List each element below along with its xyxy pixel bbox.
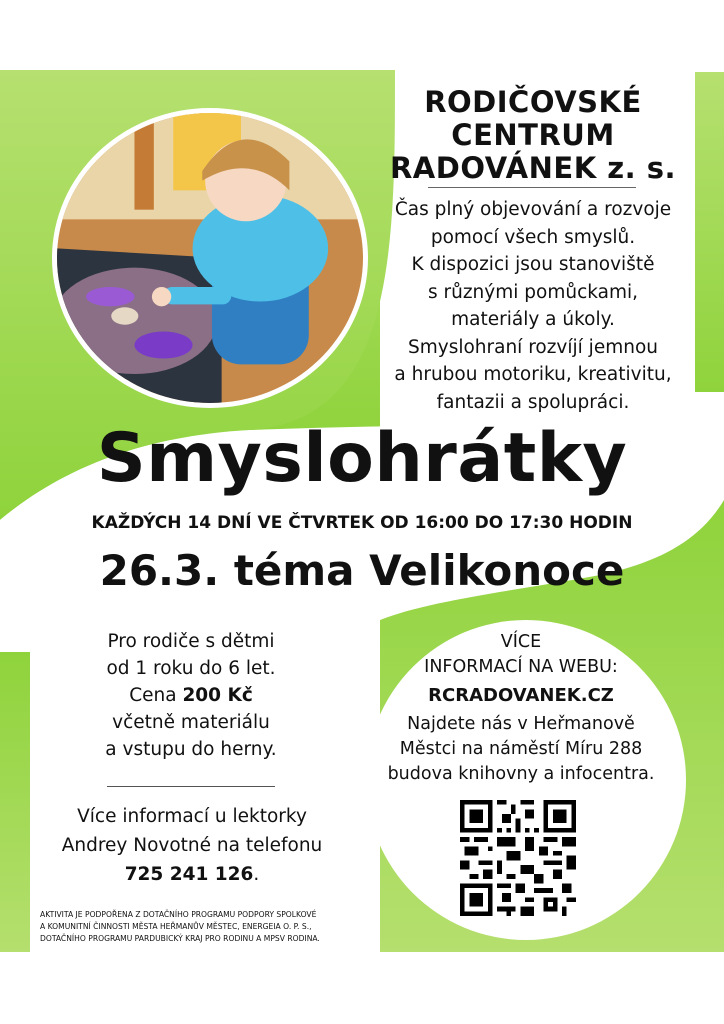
description-line: pomocí všech smyslů. (430, 226, 636, 248)
right-green-bar (695, 72, 724, 392)
description-line: fantazii a spolupráci. (436, 391, 630, 413)
web-info-line: INFORMACÍ NA WEBU: (424, 657, 618, 677)
phone-number: 725 241 126 (124, 864, 254, 885)
description-line: K dispozici jsou stanoviště (411, 254, 655, 275)
description-line: materiály a úkoly. (451, 309, 615, 330)
description-line: Čas plný objevování a rozvoje (394, 199, 672, 220)
audience-line: Pro rodiče s dětmi (107, 631, 275, 652)
audience-line: od 1 roku do 6 let. (106, 658, 276, 679)
description-line: s různými pomůckami, (427, 281, 639, 303)
audience-line: a vstupu do herny. (105, 739, 277, 760)
event-schedule: KAŽDÝCH 14 DNÍ VE ČTVRTEK OD 16:00 DO 17:30 HODIN (91, 513, 633, 533)
sponsor-footnote (40, 909, 400, 945)
organization-line: RODIČOVSKÉ (424, 85, 642, 119)
left-green-bar (0, 652, 30, 952)
divider (428, 187, 636, 188)
organization-name (370, 86, 696, 185)
price-label: Cena (129, 685, 183, 706)
audience-line: včetně materiálu (112, 712, 270, 733)
address-line: Městci na náměstí Míru 288 (399, 739, 643, 759)
event-theme: 26.3. téma Velikonoce (99, 546, 625, 595)
event-title: Smyslohrátky (96, 419, 628, 498)
divider (107, 786, 275, 787)
footnote-line: A KOMUNITNÍ ČINNOSTI MĚSTA HEŘMANŮV MĚSTEC, ENERGEIA O. P. S., (40, 922, 312, 931)
child-photo (52, 108, 368, 408)
child-playing-illustration (57, 113, 363, 403)
price-line (60, 682, 322, 709)
phone-line (36, 860, 348, 889)
qr-code-icon[interactable] (460, 800, 576, 916)
web-info-line: VÍCE (500, 632, 542, 652)
organization-line: RADOVÁNEK z. s. (389, 151, 677, 185)
website-link[interactable]: RCRADOVANEK.CZ (428, 685, 614, 706)
audience-info (60, 628, 322, 763)
description-line: Smyslohraní rozvíjí jemnou (407, 336, 658, 358)
description (372, 196, 694, 416)
address-line: Najdete nás v Heřmanově (407, 714, 635, 734)
organization-line: CENTRUM (451, 118, 615, 152)
web-info (376, 630, 666, 787)
footnote-line: AKTIVITA JE PODPOŘENA Z DOTAČNÍHO PROGRAMU PODPORY SPOLKOVÉ (40, 910, 317, 919)
footnote-line: DOTAČNÍHO PROGRAMU PARDUBICKÝ KRAJ PRO RODINU A MPSV RODINA. (40, 934, 320, 943)
description-line: a hrubou motoriku, kreativitu, (394, 364, 672, 385)
contact-line: Více informací u lektorky (77, 806, 307, 827)
contact-info (36, 802, 348, 889)
phone-suffix: . (253, 864, 260, 885)
contact-line: Andrey Novotné na telefonu (61, 835, 323, 856)
price-value: 200 Kč (182, 685, 253, 706)
address-line: budova knihovny a infocentra. (387, 764, 655, 784)
